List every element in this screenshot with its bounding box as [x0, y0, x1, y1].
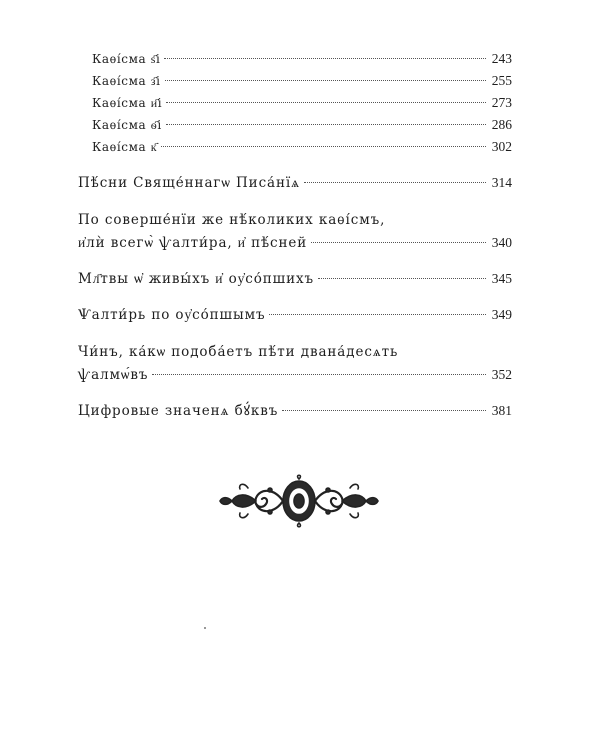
paper-speck [204, 627, 206, 629]
dot-leader [164, 58, 485, 59]
page-number: 345 [491, 271, 512, 286]
page-number: 243 [491, 51, 512, 66]
toc-entry-after-kathismas[interactable] [78, 208, 512, 254]
toc-entry-kathisma-17[interactable] [78, 70, 512, 92]
toc-entry-kathisma-20[interactable] [78, 136, 512, 158]
page-number: 349 [491, 307, 512, 322]
page-number: 352 [491, 367, 512, 382]
page-number: 340 [491, 235, 512, 250]
toc-entry-kathisma-16[interactable] [78, 48, 512, 70]
entry-title: Каѳі́сма з҃і [92, 74, 161, 88]
floral-ornament-icon [218, 474, 380, 528]
entry-title: Мл҃твы ѡ҆ живы́хъ и҆ оу҆со́пшихъ [78, 271, 314, 287]
dot-leader [269, 314, 485, 315]
entry-title: Каѳі́сма ѳ҃і [92, 118, 162, 132]
toc-entry-twelve-psalms[interactable] [78, 340, 512, 386]
page-number: 302 [491, 139, 512, 154]
page-number: 381 [491, 403, 512, 418]
toc-entry-biblical-songs[interactable] [78, 172, 512, 194]
dot-leader [152, 374, 485, 375]
toc-entry-kathisma-19[interactable] [78, 114, 512, 136]
dot-leader [304, 182, 486, 183]
dot-leader [282, 410, 486, 411]
entry-title-line-2: и҆лѝ всегѡ̀ ѱалти́ра, и҆ пѣ́сней [78, 235, 308, 251]
toc-entry-letter-numerals[interactable] [78, 400, 512, 422]
entry-title-line-1: По соверше́нїи же нѣ́коликих каѳі́смъ, [78, 212, 386, 228]
entry-title: Каѳі́сма ѕ҃і [92, 52, 161, 66]
entry-title: Пѣ́сни Свяще́ннагѡ Писа́нїѧ [78, 175, 300, 191]
dot-leader [165, 80, 486, 81]
page-number: 255 [491, 73, 512, 88]
dot-leader [311, 242, 486, 243]
dot-leader [166, 102, 486, 103]
entry-title-line-1: Чи́нъ, ка́кѡ подоба́етъ пѣ́ти двана́десѧть [78, 344, 399, 360]
dot-leader [161, 146, 486, 147]
entry-title: Ѱалти́рь по оу҆со́пшымъ [78, 307, 266, 323]
entry-title: Каѳі́сма к҃ [92, 140, 158, 154]
toc-entry-prayers[interactable] [78, 268, 512, 290]
page-number: 286 [491, 117, 512, 132]
toc-entry-kathisma-18[interactable] [78, 92, 512, 114]
entry-title: Каѳі́сма и҃і [92, 96, 163, 110]
entry-title: Цифровые значенѧ бꙋ́квъ [78, 403, 279, 419]
table-of-contents [78, 48, 512, 422]
dot-leader [166, 124, 486, 125]
dot-leader [318, 278, 486, 279]
toc-entry-psalter-departed[interactable] [78, 304, 512, 326]
page-number: 314 [491, 175, 512, 190]
entry-title-line-2: ѱалмѡ́въ [78, 367, 149, 383]
page-number: 273 [491, 95, 512, 110]
